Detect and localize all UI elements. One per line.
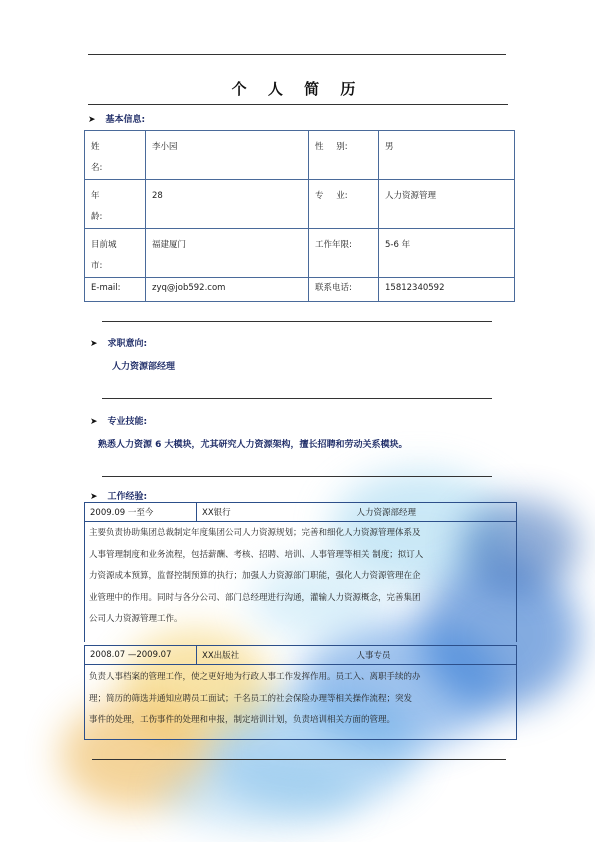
job-position: 人力资源部经理 (356, 508, 417, 518)
section-objective: ➤ 求职意向: (90, 339, 148, 349)
objective-value: 人力资源部经理 (112, 362, 176, 372)
skills-value: 熟悉人力资源 6 大模块，尤其研究人力资源架构，擅长招聘和劳动关系模块。 (98, 440, 408, 450)
gender-value: 男 (379, 131, 515, 180)
job-description-1 (86, 523, 520, 631)
desc-line: 人事管理制度和业务流程，包括薪酬、考核、招聘、培训、人事管理等相关 制度；拟订人 (89, 549, 424, 560)
basic-info-table (84, 130, 515, 302)
rule-objective (102, 321, 492, 322)
top-rule (88, 54, 506, 55)
age-label: 年 龄: (85, 180, 146, 229)
rule-skills (102, 398, 492, 399)
major-label: 专 业: (309, 180, 379, 229)
phone-value: 15812340592 (379, 278, 515, 302)
arrow-icon: ➤ (90, 339, 98, 349)
phone-label: 联系电话: (309, 278, 379, 302)
desc-line: 力资源成本预算，监督控制预算的执行；加强人力资源部门职能，强化人力资源管理在企 (89, 571, 421, 581)
major-value: 人力资源管理 (379, 180, 515, 229)
desc-line: 事件的处理，工伤事件的处理和申报，制定培训计划，负责培训相关方面的管理。 (89, 715, 396, 725)
email-label: E-mail: (85, 278, 146, 302)
age-value: 28 (146, 180, 309, 229)
section-skills: ➤ 专业技能: (90, 417, 148, 427)
years-value: 5-6 年 (379, 229, 515, 278)
city-label: 目前城 市: (85, 229, 146, 278)
bottom-rule (92, 759, 506, 760)
name-label: 姓 名: (85, 131, 146, 180)
city-value: 福建厦门 (146, 229, 309, 278)
years-label: 工作年限: (309, 229, 379, 278)
page-title: 个 人 简 历 (231, 80, 364, 98)
email-value: zyq@job592.com (146, 278, 309, 302)
job-company-position (197, 646, 517, 665)
job-company: XX出版社 (202, 651, 240, 661)
section-work: ➤ 工作经验: (90, 492, 148, 502)
desc-line: 公司人力资源管理工作。 (89, 614, 183, 624)
job-description-2 (86, 667, 520, 732)
job-header-1 (84, 502, 517, 522)
job-period: 2009.09 一至今 (85, 503, 197, 522)
gender-label: 性 别: (309, 131, 379, 180)
title-rule (88, 104, 508, 105)
arrow-icon: ➤ (90, 417, 98, 427)
arrow-icon: ➤ (90, 492, 98, 502)
job-position: 人事专员 (356, 651, 391, 661)
job-company-position (197, 503, 517, 522)
job-company: XX银行 (202, 508, 231, 518)
desc-line: 负责人事档案的管理工作，使之更好地为行政人事工作发挥作用。员工入、离职手续的办 (89, 672, 421, 682)
rule-work (102, 476, 492, 477)
job-period: 2008.07 —2009.07 (85, 646, 197, 665)
name-value: 李小园 (146, 131, 309, 180)
job-header-2 (84, 645, 517, 665)
desc-line: 主要负责协助集团总裁制定年度集团公司人力资源规划；完善和细化人力资源管理体系及 (89, 528, 421, 538)
desc-line: 业管理中的作用。同时与各分公司、部门总经理进行沟通，灌输人力资源概念，完善集团 (89, 592, 421, 603)
desc-line: 理；简历的筛选并通知应聘员工面试；千名员工的社会保险办理等相关操作流程；突发 (89, 693, 413, 704)
arrow-icon: ➤ (88, 115, 96, 125)
section-basic: ➤ 基本信息: (88, 115, 146, 125)
